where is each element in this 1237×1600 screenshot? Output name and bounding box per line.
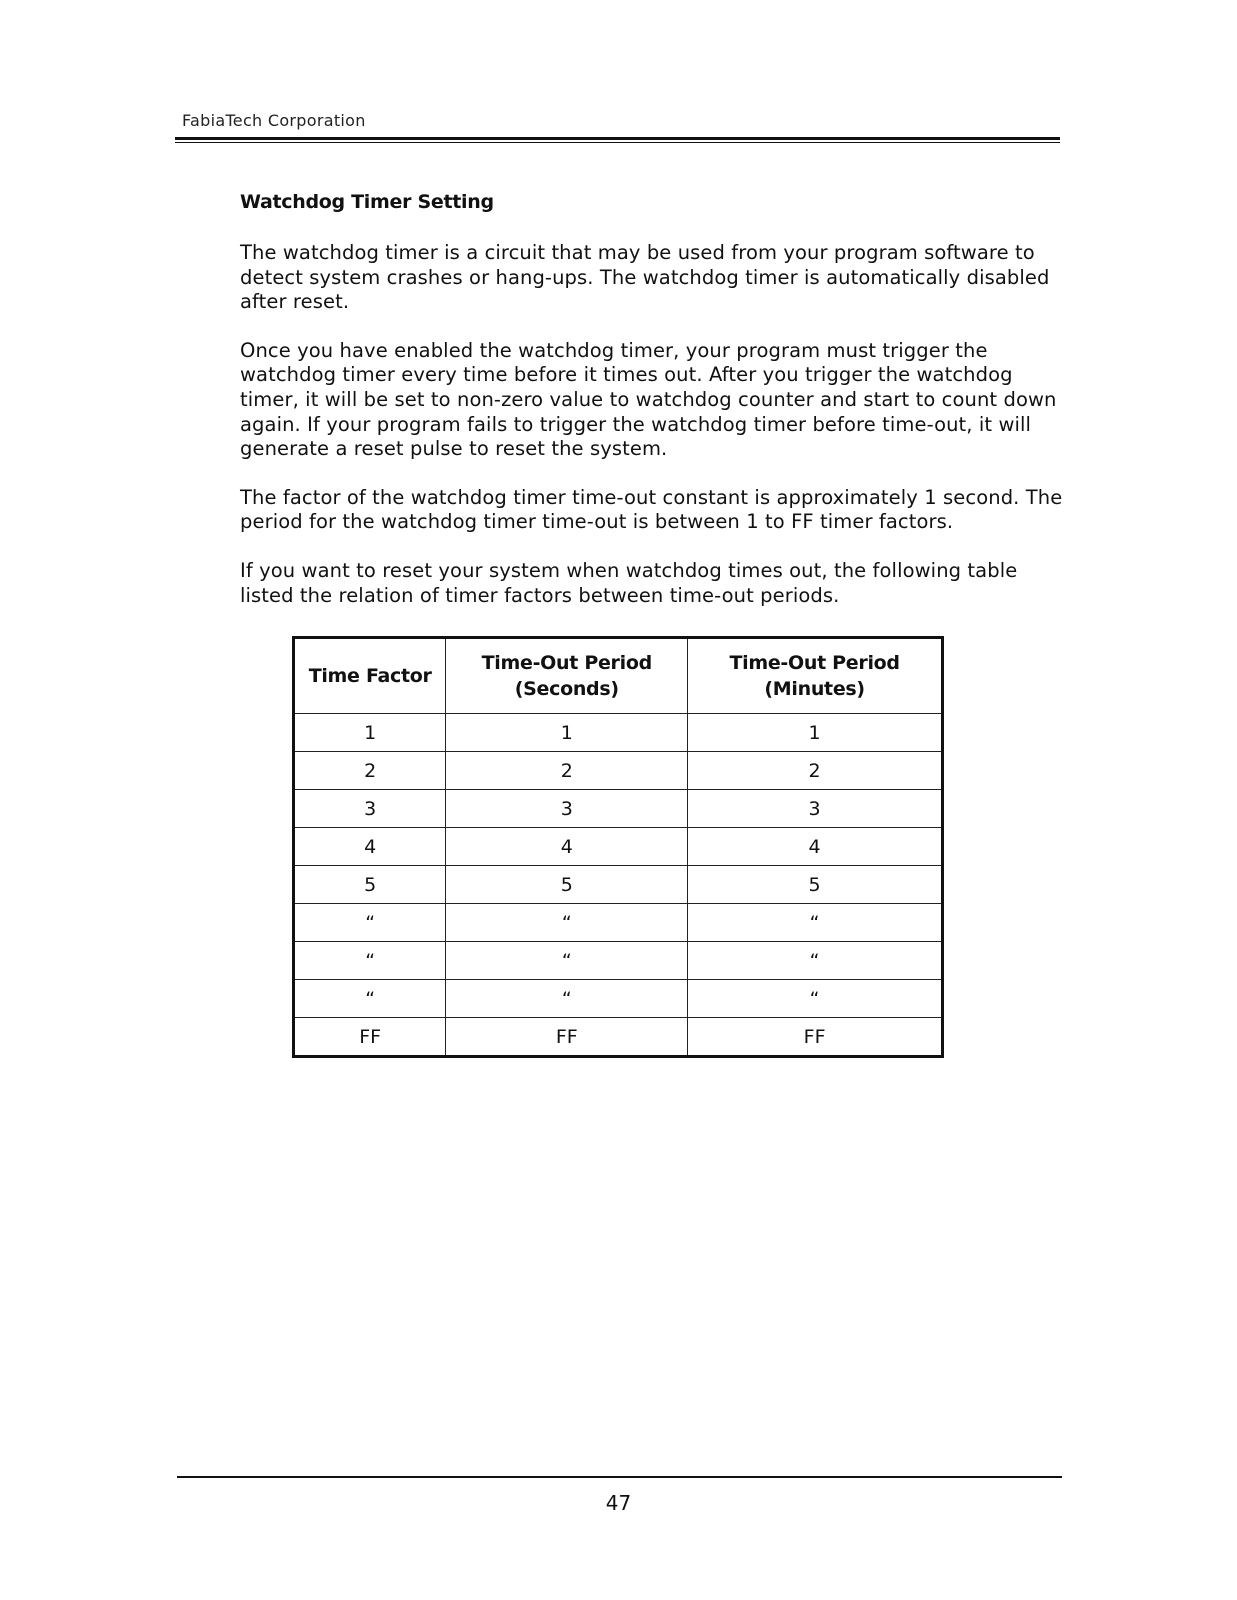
cell-period-minutes: “ bbox=[688, 904, 943, 942]
table-row bbox=[294, 904, 943, 942]
cell-period-minutes: 3 bbox=[688, 790, 943, 828]
cell-period-minutes: 5 bbox=[688, 866, 943, 904]
main-content bbox=[240, 188, 1070, 632]
header-rule bbox=[175, 137, 1060, 140]
timeout-table bbox=[292, 636, 944, 1058]
paragraph-trigger: Once you have enabled the watchdog timer, your program must trigger the watchdog timer every time before it times out. After you trigger the watchdog timer, it will be set to non-zero value to watchdog counter and start to count down again. If your program fails to trigger the watchdog timer before time-out, it will generate a reset pulse to reset the system. bbox=[240, 338, 1057, 461]
footer-rule bbox=[177, 1476, 1062, 1478]
cell-period-seconds: “ bbox=[446, 942, 688, 980]
cell-period-seconds: FF bbox=[446, 1018, 688, 1057]
header-period-seconds: Time-Out Period (Seconds) bbox=[446, 638, 688, 714]
cell-time-factor: “ bbox=[294, 942, 446, 980]
cell-period-minutes: “ bbox=[688, 980, 943, 1018]
cell-period-seconds: 2 bbox=[446, 752, 688, 790]
cell-time-factor: 4 bbox=[294, 828, 446, 866]
header-company-name: FabiaTech Corporation bbox=[182, 111, 366, 130]
cell-time-factor: 3 bbox=[294, 790, 446, 828]
table-row bbox=[294, 790, 943, 828]
cell-period-seconds: 4 bbox=[446, 828, 688, 866]
header-time-factor: Time Factor bbox=[294, 638, 446, 714]
cell-time-factor: 1 bbox=[294, 714, 446, 752]
header-rule-thin bbox=[175, 142, 1060, 143]
cell-period-minutes: FF bbox=[688, 1018, 943, 1057]
cell-period-seconds: “ bbox=[446, 980, 688, 1018]
cell-period-seconds: 5 bbox=[446, 866, 688, 904]
page-number: 47 bbox=[605, 1491, 632, 1515]
header-period-minutes: Time-Out Period (Minutes) bbox=[688, 638, 943, 714]
cell-time-factor: “ bbox=[294, 980, 446, 1018]
table-row bbox=[294, 866, 943, 904]
table-row bbox=[294, 752, 943, 790]
cell-period-seconds: 3 bbox=[446, 790, 688, 828]
cell-period-minutes: “ bbox=[688, 942, 943, 980]
table-row bbox=[294, 1018, 943, 1057]
table-row bbox=[294, 714, 943, 752]
table-row bbox=[294, 942, 943, 980]
cell-time-factor: 5 bbox=[294, 866, 446, 904]
cell-period-minutes: 1 bbox=[688, 714, 943, 752]
cell-period-minutes: 4 bbox=[688, 828, 943, 866]
table-header-row bbox=[294, 638, 943, 714]
paragraph-table-intro: If you want to reset your system when watchdog times out, the following table listed the relation of timer factors between time-out periods. bbox=[240, 558, 1018, 607]
table-body bbox=[294, 714, 943, 1057]
table-row bbox=[294, 828, 943, 866]
table-row bbox=[294, 980, 943, 1018]
section-title: Watchdog Timer Setting bbox=[240, 191, 494, 213]
cell-period-seconds: “ bbox=[446, 904, 688, 942]
cell-time-factor: FF bbox=[294, 1018, 446, 1057]
cell-time-factor: “ bbox=[294, 904, 446, 942]
paragraph-factor: The factor of the watchdog timer time-out constant is approximately 1 second. The period for the watchdog timer time-out is between 1 to FF timer factors. bbox=[240, 485, 1063, 534]
cell-period-minutes: 2 bbox=[688, 752, 943, 790]
cell-time-factor: 2 bbox=[294, 752, 446, 790]
cell-period-seconds: 1 bbox=[446, 714, 688, 752]
paragraph-intro: The watchdog timer is a circuit that may be used from your program software to detect system crashes or hang-ups. The watchdog timer is automatically disabled after reset. bbox=[240, 241, 1050, 314]
